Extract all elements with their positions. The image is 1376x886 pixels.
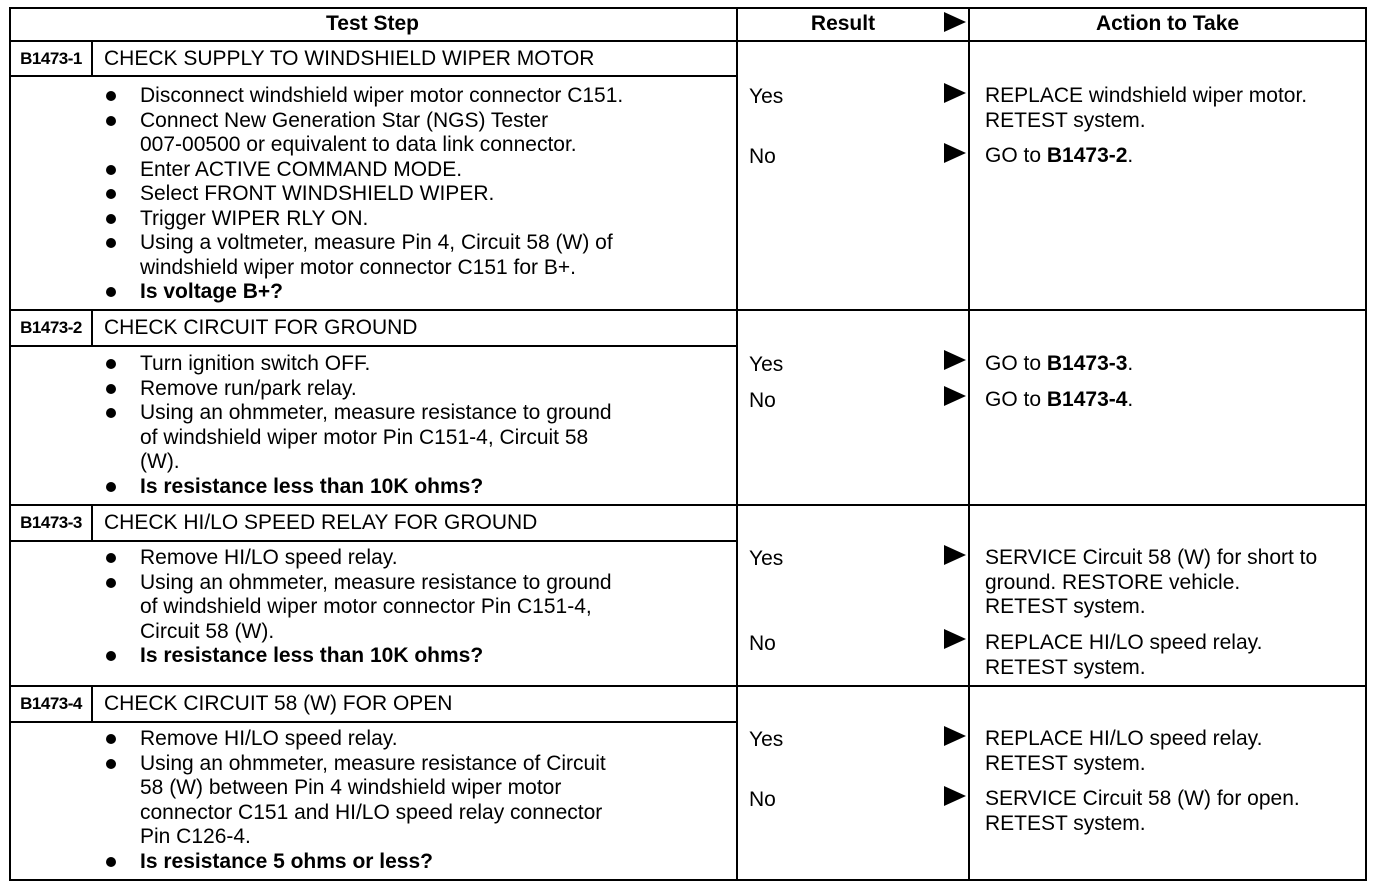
bullet-item: Select FRONT WINDSHIELD WIPER. — [99, 182, 623, 207]
result-yes: Yes — [749, 85, 784, 108]
title-bottom-border — [9, 540, 738, 542]
arrow-icon — [944, 143, 966, 163]
arrow-icon — [944, 386, 966, 406]
step-bullets — [99, 546, 612, 669]
bullet-icon — [106, 384, 116, 394]
action-no: REPLACE HI/LO speed relay. RETEST system. — [985, 631, 1263, 679]
bullet-icon — [106, 553, 116, 563]
result-yes: Yes — [749, 728, 784, 751]
action-column-divider — [968, 7, 970, 881]
bullet-icon — [106, 91, 116, 101]
bullet-item: Enter ACTIVE COMMAND MODE. — [99, 158, 623, 183]
table-top-border — [9, 7, 1367, 9]
action-yes: REPLACE HI/LO speed relay. RETEST system. — [985, 727, 1263, 775]
action-no: GO to B1473-4. — [985, 388, 1134, 411]
step-code: B1473-1 — [20, 49, 82, 68]
step-reference: B1473-4 — [1046, 388, 1128, 411]
step-separator — [9, 504, 1367, 506]
bullet-icon — [106, 359, 116, 369]
arrow-icon — [944, 786, 966, 806]
step-bullets — [99, 352, 612, 499]
header-result: Result — [810, 12, 876, 35]
bullet-icon — [106, 651, 116, 661]
action-no: SERVICE Circuit 58 (W) for open. RETEST system. — [985, 787, 1300, 835]
step-separator — [9, 309, 1367, 311]
result-no: No — [749, 145, 776, 168]
step-reference: B1473-2 — [1046, 144, 1128, 167]
action-yes: REPLACE windshield wiper motor. RETEST system. — [985, 84, 1308, 132]
bullet-item: Remove HI/LO speed relay. — [99, 727, 606, 752]
bullet-icon — [106, 482, 116, 492]
arrow-icon — [944, 726, 966, 746]
action-yes: SERVICE Circuit 58 (W) for short to ground. RESTORE vehicle. RETEST system. — [985, 546, 1318, 618]
bullet-question: Is voltage B+? — [99, 280, 623, 305]
step-code: B1473-4 — [20, 694, 82, 713]
bullet-icon — [106, 189, 116, 199]
bullet-continuation: windshield wiper motor connector C151 for B+. — [140, 255, 576, 279]
bullet-icon — [106, 857, 116, 867]
bullet-item: Connect New Generation Star (NGS) Tester — [99, 109, 623, 134]
arrow-icon — [944, 350, 966, 370]
code-divider — [91, 40, 93, 77]
bullet-item: Using an ohmmeter, measure resistance to ground — [99, 571, 612, 596]
header-action: Action to Take — [1095, 12, 1240, 35]
step-title: CHECK SUPPLY TO WINDSHIELD WIPER MOTOR — [104, 47, 595, 70]
header-arrow-icon — [944, 12, 966, 32]
bullet-icon — [106, 287, 116, 297]
title-bottom-border — [9, 345, 738, 347]
table-right-border — [1365, 7, 1367, 881]
step-title: CHECK CIRCUIT 58 (W) FOR OPEN — [104, 692, 453, 715]
result-column-divider — [736, 7, 738, 881]
bullet-continuation: 007-00500 or equivalent to data link connector. — [140, 133, 577, 156]
bullet-item: Using an ohmmeter, measure resistance to ground — [99, 401, 612, 426]
result-no: No — [749, 788, 776, 811]
bullet-icon — [106, 408, 116, 418]
step-bullets — [99, 84, 623, 305]
result-yes: Yes — [749, 547, 784, 570]
arrow-icon — [944, 83, 966, 103]
result-yes: Yes — [749, 353, 784, 376]
bullet-item: Trigger WIPER RLY ON. — [99, 207, 623, 232]
step-reference: B1473-3 — [1046, 352, 1128, 375]
code-divider — [91, 685, 93, 722]
bullet-item: Using a voltmeter, measure Pin 4, Circuit 58 (W) of — [99, 231, 623, 256]
bullet-item: Using an ohmmeter, measure resistance of Circuit — [99, 752, 606, 777]
bullet-icon — [106, 116, 116, 126]
step-separator — [9, 685, 1367, 687]
bullet-icon — [106, 165, 116, 175]
arrow-icon — [944, 545, 966, 565]
bullet-item: Remove HI/LO speed relay. — [99, 546, 612, 571]
step-code: B1473-3 — [20, 513, 82, 532]
bullet-question: Is resistance less than 10K ohms? — [99, 644, 612, 669]
title-bottom-border — [9, 75, 738, 77]
header-bottom-border — [9, 40, 1367, 42]
bullet-item: Turn ignition switch OFF. — [99, 352, 612, 377]
step-code: B1473-2 — [20, 318, 82, 337]
step-title: CHECK HI/LO SPEED RELAY FOR GROUND — [104, 511, 538, 534]
header-test-step: Test Step — [326, 12, 419, 35]
bullet-continuation: connector C151 and HI/LO speed relay connector — [140, 800, 603, 824]
code-divider — [91, 309, 93, 346]
action-yes: GO to B1473-3. — [985, 352, 1134, 375]
result-no: No — [749, 389, 776, 412]
result-no: No — [749, 632, 776, 655]
bullet-continuation: Pin C126-4. — [140, 825, 251, 848]
bullet-icon — [106, 214, 116, 224]
bullet-icon — [106, 759, 116, 769]
bullet-continuation: of windshield wiper motor connector Pin C151-4, — [140, 595, 592, 618]
bullet-question: Is resistance less than 10K ohms? — [99, 475, 612, 500]
bullet-continuation: of windshield wiper motor Pin C151-4, Circuit 58 — [140, 425, 589, 449]
action-no: GO to B1473-2. — [985, 144, 1134, 167]
step-bullets — [99, 727, 606, 874]
bullet-question: Is resistance 5 ohms or less? — [99, 850, 606, 875]
bullet-item: Remove run/park relay. — [99, 377, 612, 402]
bullet-icon — [106, 578, 116, 588]
bullet-continuation: Circuit 58 (W). — [140, 619, 275, 643]
table-left-border — [9, 7, 11, 881]
diagnostic-table — [9, 7, 1367, 881]
code-divider — [91, 504, 93, 541]
bullet-icon — [106, 734, 116, 744]
bullet-icon — [106, 238, 116, 248]
title-bottom-border — [9, 721, 738, 723]
step-title: CHECK CIRCUIT FOR GROUND — [104, 316, 418, 339]
bullet-continuation: (W). — [140, 450, 180, 473]
arrow-icon — [944, 629, 966, 649]
bullet-continuation: 58 (W) between Pin 4 windshield wiper motor — [140, 776, 562, 799]
table-bottom-border — [9, 879, 1367, 881]
bullet-item: Disconnect windshield wiper motor connector C151. — [99, 84, 623, 109]
